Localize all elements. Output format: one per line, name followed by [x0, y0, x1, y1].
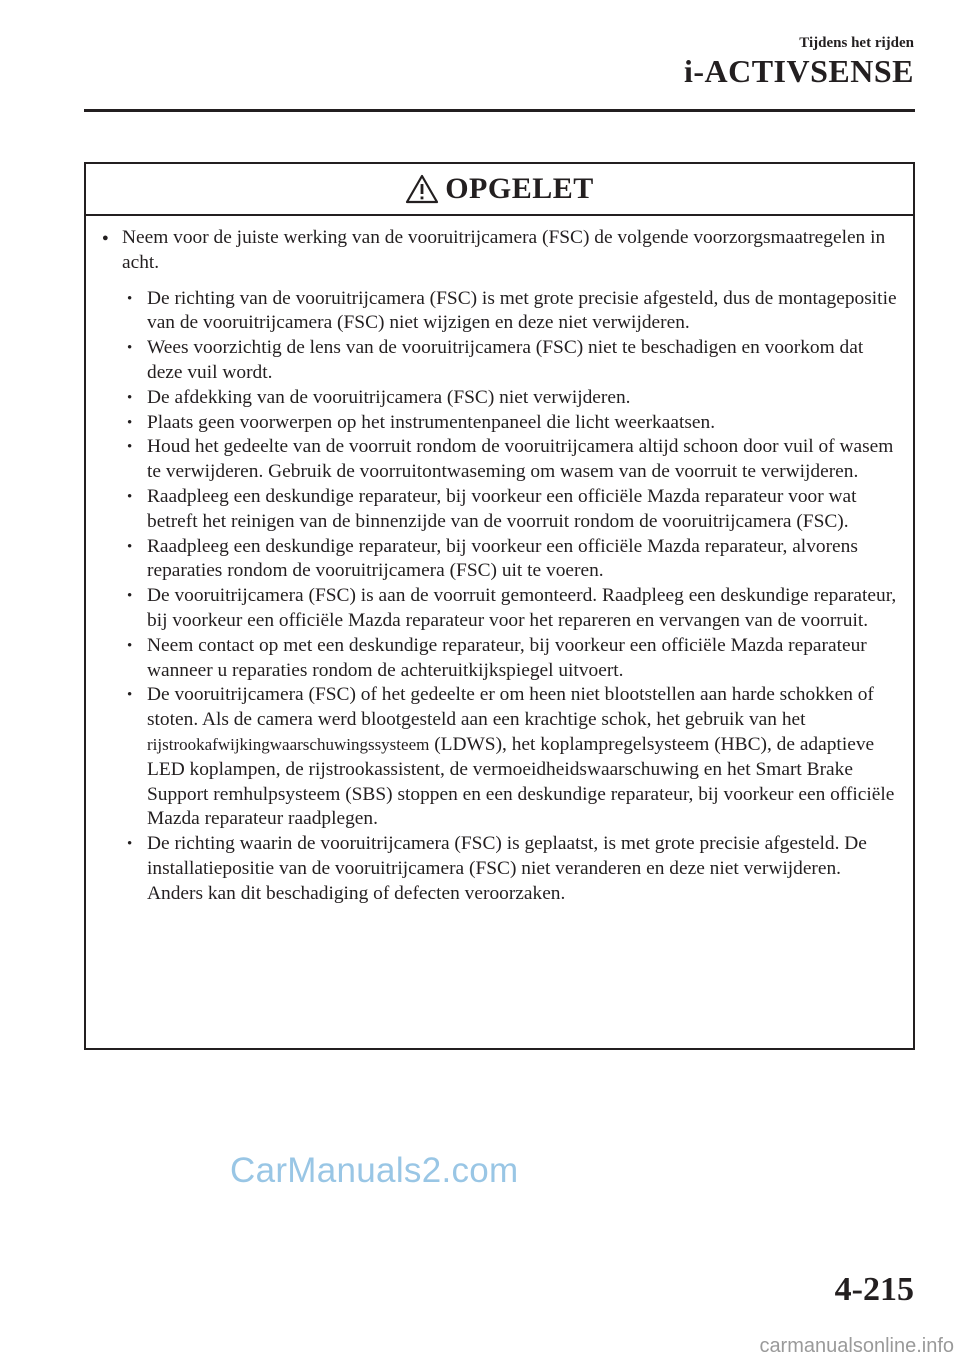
warning-triangle-icon [405, 174, 439, 204]
watermark: CarManuals2.com [230, 1151, 519, 1190]
list-item: • De vooruitrijcamera (FSC) is aan de voorruit gemonteerd. Raadpleeg een deskundige reparateur, bij voorkeur een officiële Mazda reparateur voor het repareren en vervangen van de voorruit. [100, 584, 899, 634]
running-header [684, 34, 914, 90]
precaution-list [100, 287, 899, 907]
caution-body [86, 216, 913, 907]
header-rule [84, 109, 915, 112]
chapter-title: i-ACTIVSENSE [683, 53, 914, 89]
list-item: • Raadpleeg een deskundige reparateur, bij voorkeur een officiële Mazda reparateur voor wat betreft het reinigen van de binnenzijde van de voorruit rondom de vooruitrijcamera (FSC). [100, 485, 899, 535]
list-item-shock [100, 683, 899, 832]
footer-site: carmanualsonline.info [759, 1335, 954, 1357]
section-title: Tijdens het rijden [799, 35, 914, 51]
list-item: • De richting waarin de vooruitrijcamera (FSC) is geplaatst, is met grote precisie afgesteld. De installatiepositie van de vooruitrijcamera (FSC) niet veranderen en deze niet verwijderen. Anders kan dit beschadiging of defecten veroorzaken. [100, 832, 899, 906]
list-item: • De afdekking van de vooruitrijcamera (FSC) niet verwijderen. [100, 386, 899, 411]
list-item: • De richting van de vooruitrijcamera (FSC) is met grote precisie afgesteld, dus de montagepositie van de vooruitrijcamera (FSC) niet wijzigen en deze niet verwijderen. [100, 287, 899, 337]
shock-text-2: (LDWS), het koplampregelsysteem (HBC), de adaptieve LED koplampen, de rijstrookassistent, de vermoeidheidswaarschuwing en het Smart Brake Support remhulpsysteem (SBS) stoppen en een deskundige reparateur, bij voorkeur een officiële Mazda reparateur raadplegen. [147, 733, 895, 830]
caution-box [84, 162, 915, 1050]
caution-header [86, 164, 913, 216]
list-item: • Plaats geen voorwerpen op het instrumentenpaneel die licht weerkaatsen. [100, 411, 899, 436]
list-item: • Neem contact op met een deskundige reparateur, bij voorkeur een officiële Mazda reparateur wanneer u reparaties rondom de achteruitkijkspiegel uitvoert. [100, 634, 899, 684]
list-item: • Wees voorzichtig de lens van de vooruitrijcamera (FSC) niet te beschadigen en voorkom dat deze vuil wordt. [100, 336, 899, 386]
shock-text-1: De vooruitrijcamera (FSC) of het gedeelte er om heen niet blootstellen aan harde schokken of stoten. Als de camera werd blootgesteld aan een krachtige schok, het gebruik van het [147, 684, 874, 731]
list-item: • Raadpleeg een deskundige reparateur, bij voorkeur een officiële Mazda reparateur, alvorens reparaties rondom de vooruitrijcamera (FSC) uit te voeren. [100, 535, 899, 585]
caution-intro: ● Neem voor de juiste werking van de vooruitrijcamera (FSC) de volgende voorzorgsmaatregelen in acht. [100, 226, 899, 276]
caution-title: OPGELET [445, 172, 594, 205]
list-item: • Houd het gedeelte van de voorruit rondom de vooruitrijcamera altijd schoon door vuil of wasem te verwijderen. Gebruik de voorruitontwaseming om wasem van de voorruit te verwijderen. [100, 435, 899, 485]
ldws-term: rijstrookafwijkingwaarschuwingssysteem [147, 734, 430, 754]
page-number: 4-215 [834, 1271, 914, 1308]
